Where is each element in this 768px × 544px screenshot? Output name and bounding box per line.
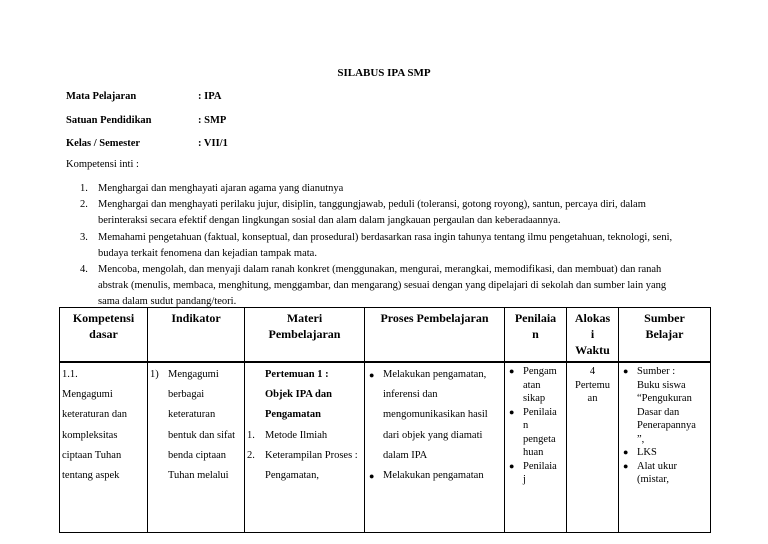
column-header-line: Indikator [171, 311, 221, 325]
alokasi-line: an [587, 393, 598, 404]
kompetensi-inti-text: Mencoba, mengolah, dan menyaji dalam ranah konkret (menggunakan, mengurai, merangkai, memodifikasi, dan membuat) dan ranah [98, 264, 662, 276]
penilaian-line [507, 433, 564, 447]
proses-text: Melakukan pengamatan, [383, 369, 487, 380]
kompetensi-inti-item [80, 197, 700, 229]
bullet-icon: ● [509, 460, 515, 471]
sumber-text: Sumber : [637, 366, 676, 377]
kompetensi-dasar-line: keteraturan dan [62, 409, 128, 421]
table-header-row [60, 308, 711, 363]
kompetensi-inti-number: 3. [80, 231, 88, 243]
indikator-cell [148, 362, 245, 533]
proses-text: dari objek yang diamati [383, 429, 483, 441]
sumber-text: ”, [637, 433, 645, 445]
indikator-text: Mengagumi [168, 369, 219, 380]
materi-item [247, 466, 362, 486]
materi-item [247, 426, 362, 446]
column-header [148, 308, 245, 363]
alokasi-cell [567, 362, 619, 533]
sumber-line [621, 446, 708, 460]
proses-line [367, 426, 502, 446]
sumber-line [621, 379, 708, 393]
materi-number: 2. [247, 449, 255, 461]
alokasi-line: Pertemu [575, 379, 610, 391]
proses-text: mengomunikasikan hasil [383, 409, 488, 421]
sumber-text: Dasar dan [637, 406, 680, 418]
penilaian-text: Pengam [523, 366, 557, 377]
proses-line [367, 466, 502, 486]
kompetensi-inti-number: 1. [80, 183, 88, 194]
materi-text: Metode Ilmiah [265, 429, 328, 441]
penilaian-line [507, 446, 564, 460]
proses-line [367, 385, 502, 405]
kompetensi-inti-number: 4. [80, 264, 88, 276]
materi-heading: Objek IPA dan [265, 389, 332, 401]
kompetensi-inti-text: sama dalam sudut pandang/teori. [98, 296, 237, 308]
materi-number: 1. [247, 429, 255, 441]
kompetensi-dasar-line: kompleksitas [62, 429, 118, 441]
penilaian-cell [505, 362, 567, 533]
alokasi-line: 4 [589, 366, 596, 377]
kompetensi-inti-item [80, 230, 700, 262]
bullet-icon: ● [623, 447, 629, 457]
column-header [505, 308, 567, 363]
bullet-icon: ● [623, 366, 629, 376]
kompetensi-inti-text: abstrak (menulis, membaca, menghitung, menggambar, dan mengarang) sesuai dengan yang dipelajari di sekolah dan sumber lain yang [98, 280, 667, 292]
materi-text: Keterampilan Proses : [265, 449, 358, 461]
materi-text: Pengamatan, [265, 470, 319, 482]
proses-line [367, 405, 502, 425]
column-header-line: Penilaia [514, 311, 557, 325]
proses-text: Melakukan pengamatan [383, 470, 484, 482]
kompetensi-inti-text: Memahami pengetahuan (faktual, konseptual, dan prosedural) berdasarkan rasa ingin tahunya tentang ilmu pengetahuan, teknologi, seni, [98, 231, 673, 243]
kompetensi-dasar-line: Mengagumi [62, 389, 113, 401]
column-header [619, 308, 711, 363]
column-header-line: Kompetensi [72, 311, 135, 325]
penilaian-text: pengeta [523, 433, 556, 445]
meta-value: : VII/1 [198, 138, 228, 149]
penilaian-text: Penilaia [523, 460, 557, 472]
meta-value: : IPA [198, 91, 222, 102]
penilaian-text: sikap [523, 393, 546, 404]
column-header-line: dasar [89, 327, 118, 341]
column-header-line: Sumber [644, 311, 685, 325]
meta-label: Satuan Pendidikan [66, 115, 152, 126]
indikator-line [150, 466, 242, 486]
sumber-text: Buku siswa [637, 379, 686, 391]
meta-label: Mata Pelajaran [66, 91, 137, 102]
column-header-line: i [590, 327, 595, 341]
indikator-text: benda ciptaan [168, 449, 227, 461]
penilaian-text: atan [523, 379, 541, 391]
penilaian-line [507, 392, 564, 406]
column-header-line: Waktu [575, 343, 610, 357]
sumber-line [621, 365, 708, 379]
kompetensi-inti-text: Menghargai dan menghayati perilaku jujur, disiplin, tanggungjawab, peduli (toleransi, gotong royong), santun, percaya diri, dalam [98, 199, 646, 211]
kompetensi-dasar-cell [60, 362, 148, 533]
column-header-line: Belajar [645, 327, 684, 341]
sumber-line [621, 392, 708, 406]
sumber-text: LKS [637, 447, 657, 458]
kompetensi-inti-text: berinteraksi secara efektif dengan lingkungan sosial dan alam dalam jangkauan pergaulan dan keberadaannya. [98, 215, 561, 227]
materi-heading: Pengamatan [265, 409, 321, 421]
proses-line [367, 365, 502, 385]
penilaian-line [507, 379, 564, 393]
bullet-icon: ● [509, 366, 515, 376]
sumber-text: “Pengukuran [637, 393, 692, 404]
column-header [365, 308, 505, 363]
penilaian-line [507, 460, 564, 474]
penilaian-text: Penilaia [523, 406, 557, 418]
sumber-text: Alat ukur [637, 460, 677, 472]
sumber-text: (mistar, [637, 474, 669, 485]
bullet-icon: ● [509, 406, 515, 417]
meta-label: Kelas / Semester [66, 138, 141, 149]
kompetensi-inti-number: 2. [80, 199, 88, 211]
penilaian-text: n [523, 420, 529, 431]
kompetensi-inti-label: Kompetensi inti : [66, 159, 139, 170]
kompetensi-inti-text: budaya terkait fenomena dan kejadian tampak mata. [98, 247, 317, 259]
document-title: SILABUS IPA SMP [337, 67, 431, 79]
sumber-line [621, 473, 708, 487]
meta-value: : SMP [198, 115, 227, 126]
indikator-line [150, 385, 242, 405]
indikator-text: Tuhan melalui [168, 470, 229, 482]
materi-heading: Pertemuan 1 : [265, 369, 329, 380]
indikator-line [150, 426, 242, 446]
sumber-line [621, 406, 708, 420]
kompetensi-dasar-line: ciptaan Tuhan [62, 449, 122, 461]
kompetensi-dasar-line: tentang aspek [62, 470, 120, 482]
penilaian-line [507, 473, 564, 487]
sumber-line [621, 460, 708, 474]
penilaian-text: huan [523, 447, 544, 458]
kompetensi-inti-text: Menghargai dan menghayati ajaran agama yang dianutnya [98, 183, 344, 194]
sumber-line [621, 433, 708, 447]
kompetensi-inti-item [80, 262, 700, 311]
indikator-line [150, 446, 242, 466]
indikator-number: 1) [150, 369, 159, 380]
bullet-icon: ● [369, 370, 375, 380]
column-header-line: Proses Pembelajaran [380, 311, 489, 325]
indikator-text: berbagai [168, 389, 205, 401]
kompetensi-inti-item [80, 181, 700, 197]
proses-line [367, 446, 502, 466]
proses-text: dalam IPA [383, 449, 428, 461]
penilaian-line [507, 406, 564, 420]
penilaian-line [507, 419, 564, 433]
column-header-line: Pembelajaran [268, 327, 341, 341]
column-header [60, 308, 148, 363]
column-header-line: Alokas [574, 311, 611, 325]
materi-cell [245, 362, 365, 533]
proses-text: inferensi dan [383, 389, 438, 401]
indikator-text: keteraturan [168, 409, 216, 421]
bullet-icon: ● [369, 471, 375, 482]
penilaian-text: j [523, 474, 526, 485]
sumber-line [621, 419, 708, 433]
proses-cell [365, 362, 505, 533]
indikator-line [150, 365, 242, 385]
penilaian-line [507, 365, 564, 379]
kompetensi-inti-list [80, 181, 700, 311]
indikator-text: bentuk dan sifat [168, 429, 236, 441]
column-header [245, 308, 365, 363]
column-header-line: Materi [286, 311, 323, 325]
sumber-text: Penerapannya [637, 420, 696, 431]
column-header [567, 308, 619, 363]
kompetensi-dasar-line: 1.1. [62, 369, 78, 380]
sumber-cell [619, 362, 711, 533]
indikator-line [150, 405, 242, 425]
bullet-icon: ● [623, 460, 629, 471]
column-header-line: n [532, 327, 539, 341]
materi-item [247, 446, 362, 466]
silabus-table [59, 307, 711, 533]
table-row [60, 362, 711, 533]
